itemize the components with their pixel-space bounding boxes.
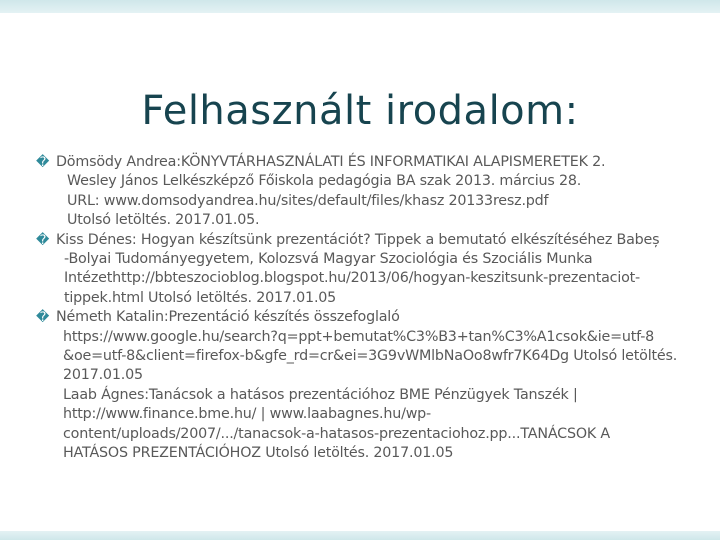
bottom-decorative-band: [0, 531, 720, 540]
reference-line: Dömsödy Andrea:KÖNYVTÁRHASZNÁLATI ÉS INFORMATIKAI ALAPISMERETEK 2.: [56, 154, 606, 170]
bullet-icon: �: [36, 155, 50, 170]
reference-line: tippek.html Utolsó letöltés. 2017.01.05: [64, 289, 337, 306]
reference-line: HATÁSOS PREZENTÁCIÓHOZ Utolsó letöltés. 2017.01.05: [63, 445, 454, 462]
reference-entry: [36, 231, 704, 309]
top-decorative-band: [0, 0, 720, 13]
reference-line: Kiss Dénes: Hogyan készítsünk prezentációt? Tippek a bemutató elkészítéséhez Babeș: [56, 231, 660, 248]
reference-entry: [36, 386, 704, 464]
reference-line: 2017.01.05: [63, 367, 143, 384]
reference-entry: [36, 308, 704, 386]
reference-line: Intézethttp://bbteszocioblog.blogspot.hu/2013/06/hogyan-keszitsunk-prezentaciot-: [64, 270, 641, 287]
reference-line: https://www.google.hu/search?q=ppt+bemutat%C3%B3+tan%C3%A1csok&ie=utf-8: [63, 328, 655, 345]
reference-line: Wesley János Lelkészképző Főiskola pedagógia BA szak 2013. március 28.: [67, 173, 582, 190]
slide-title: Felhasznált irodalom:: [141, 88, 579, 134]
reference-line: Laab Ágnes:Tanácsok a hatásos prezentációhoz BME Pénzügyek Tanszék |: [63, 386, 578, 403]
bullet-icon: �: [36, 232, 50, 248]
reference-list: [36, 153, 704, 464]
reference-line: -Bolyai Tudományegyetem, Kolozsvá Magyar Szociológia és Szociális Munka: [64, 251, 593, 268]
reference-line: http://www.finance.bme.hu/ | www.laabagnes.hu/wp-: [63, 406, 432, 423]
reference-line: Utolsó letöltés. 2017.01.05.: [67, 212, 260, 229]
reference-line: &oe=utf-8&client=firefox-b&gfe_rd=cr&ei=3G9vWMlbNaOo8wfr7K64Dg Utolsó letöltés.: [63, 348, 678, 365]
reference-line: URL: www.domsodyandrea.hu/sites/default/files/khasz 20133resz.pdf: [67, 192, 549, 209]
reference-entry: [36, 153, 704, 231]
bullet-icon: �: [36, 310, 50, 326]
reference-line: content/uploads/2007/.../tanacsok-a-hatasos-prezentaciohoz.pp...TANÁCSOK A: [63, 425, 610, 442]
reference-line: Németh Katalin:Prezentáció készítés összefoglaló: [56, 309, 400, 326]
